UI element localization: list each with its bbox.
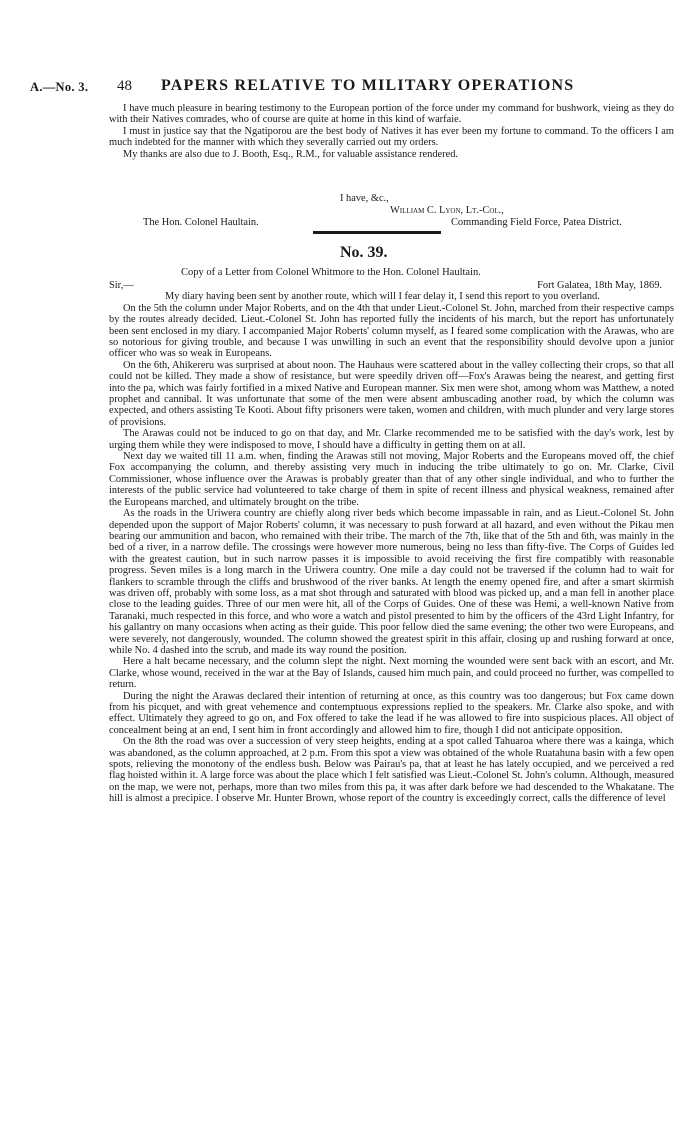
page-number: 48	[117, 78, 132, 94]
paragraph: Next day we waited till 11 a.m. when, finding the Arawas still not moving, Major Roberts and the Europeans moved off, the chief Fox accompanying the column, and thereby assisting very much in inducing the tribe ultimately to go on. Mr. Clarke, Civil Commissioner, whose influence over the Arawas is probably greater than that of any other single individual, and who to further the interests of the public service had volunteered to take charge of them in spite of recent illness and physical weakness, remained after the Europeans marched, and ultimately brought on the tribe.	[109, 451, 674, 508]
place-date: Fort Galatea, 18th May, 1869.	[537, 280, 662, 291]
paragraph: On the 5th the column under Major Roberts, and on the 4th that under Lieut.-Colonel St. John, marched from their respective camps by the routes already decided. Lieut.-Colonel St. John has reported fully the incidents of his march, but the report has unfortunately been sent enclosed in my diary. I accompanied Major Roberts' column myself, as I feared some complication with the Arawas, who are so notorious for giving trouble, and because I was unwilling in such an event that the responsibility should devolve upon a junior officer who was so weak in Europeans.	[109, 302, 674, 360]
paragraph: The Arawas could not be induced to go on that day, and Mr. Clarke recommended me to be satisfied with the day's work, lest by urging them while they were indisposed to move, I should have a difficulty in getting them on at all.	[109, 428, 674, 451]
addressee: The Hon. Colonel Haultain.	[143, 217, 259, 228]
running-title: PAPERS RELATIVE TO MILITARY OPERATIONS	[161, 77, 575, 94]
paragraph: I have much pleasure in bearing testimony to the European portion of the force under my command for bushwork, vieing as they do with their Natives comrades, who of course are quite at home in this kind of warfaie.	[109, 103, 674, 126]
paragraph: On the 6th, Ahikereru was surprised at about noon. The Hauhaus were scattered about in the valley collecting their crops, so that all could not be killed. They made a show of resistance, but were speedily driven off—Fox's Arawas being the nearest, and getting first into the pa, which was fairly fortified in a mixed Native and European manner. Six men were shot, among whom was Matthew, a noted prophet and cannibal. It was unfortunate that some of the men were absent ambuscading another road, by which the column was expected, and others assisting Te Kooti. About fifty prisoners were taken, women and children, with much plunder and very large stores of provisions.	[109, 359, 674, 428]
letter-number: No. 39.	[340, 244, 388, 261]
closing: I have, &c.,	[340, 193, 389, 204]
salutation: Sir,—	[109, 280, 134, 291]
document-reference: A.—No. 3.	[30, 80, 89, 94]
paragraph: My diary having been sent by another route, which will I fear delay it, I send this report to you overland.	[165, 291, 600, 303]
signature-title: Commanding Field Force, Patea District.	[451, 217, 622, 228]
section-divider	[313, 231, 441, 234]
paragraph: As the roads in the Uriwera country are chiefly along river beds which become impassable in rain, and as Lieut.-Colonel St. John depended upon the support of Major Roberts' column, it was necessary to push forward at all hazard, and even without the Pikau men bearing our ammunition and bacon, who remained with their tribe. The march of the 7th, like that of the 5th and 6th, was mainly in the bed of a river, in a narrow defile. The crossings were however more numerous, being no less than fifty-five. The Corps of Guides led with the greatest caution, but in such narrow passes it is impossible to avoid receiving the first fire compatibly with reasonable progress. Seven miles is a long march in the Uriwera country. One mile a day could not be traversed if the column had to wait for flankers to scramble through the cliffs and brushwood of the river banks. At length the enemy opened fire, and after a smart skirmish was driven off, probably with some loss, as a mat shot through and saturated with blood was picked up, and a man fell in another place close to the leading guides. Three of our men were hit, all of the Corps of Guides. One of these was Hemi, a well-known Native from Taranaki, much respected in this force, and who wore a watch and pistol presented to him by the officers of the 43rd Light Infantry, for his gallantry on many occasions when acting as their guide. This poor fellow died the same evening; the other two were Europeans, and were severely, not dangerously, wounded. The column showed the greatest spirit in this affair, closing up and rushing forward at once, while No. 4 dashed into the scrub, and made its way round the position.	[109, 508, 674, 656]
paragraph: On the 8th the road was over a succession of very steep heights, ending at a spot called Tahuaroa where there was a kainga, which was abandoned, as the column approached, at 2 p.m. From this spot a view was obtained of the whole Ruatahuna basin with a few open spots, relieving the monotony of the endless bush. Below was Pairau's pa, that at least he has lately occupied, and we perceived a red flag hoisted within it. A large force was about the place which I felt satisfied was Lieut.-Colonel St. John's column. Although, measured on the map, we were not, perhaps, more than two miles from this pa, it was after dark before we had descended to the Whakatane. The hill is almost a precipice. I observe Mr. Hunter Brown, whose report of the country is exceedingly correct, calls the difference of level	[109, 736, 674, 805]
letter-subheading: Copy of a Letter from Colonel Whitmore to the Hon. Colonel Haultain.	[181, 267, 481, 278]
letter-body	[109, 280, 674, 805]
signature: William C. Lyon, Lt.-Col.,	[390, 205, 504, 216]
paragraph: During the night the Arawas declared their intention of returning at once, as this country was too dangerous; but Fox came down from his picquet, and with great vehemence and contemptuous expressions replied to the speakers. Mr. Clarke also spoke, and with effect. Ultimately they agreed to go on, and Fox offered to take the lead if he was allowed to fire into suspicious places. All object of concealment being at an end, I sent him in front accordingly and allowed him to fire, though I did not anticipate opposition.	[109, 690, 674, 736]
paragraph: My thanks are also due to J. Booth, Esq., R.M., for valuable assistance rendered.	[123, 148, 459, 160]
salutation-line	[109, 280, 674, 291]
previous-letter-body	[109, 103, 674, 160]
paragraph: I must in justice say that the Ngatiporou are the best body of Natives it has ever been my fortune to command. To the officers I am much indebted for the manner with which they severally carried out my orders.	[109, 125, 674, 149]
paragraph: Here a halt became necessary, and the column slept the night. Next morning the wounded were sent back with an escort, and Mr. Clarke, whose wound, received in the war at the Bay of Islands, caused him much pain, and could proceed no further, was compelled to return.	[109, 656, 674, 691]
page-header	[30, 77, 670, 100]
